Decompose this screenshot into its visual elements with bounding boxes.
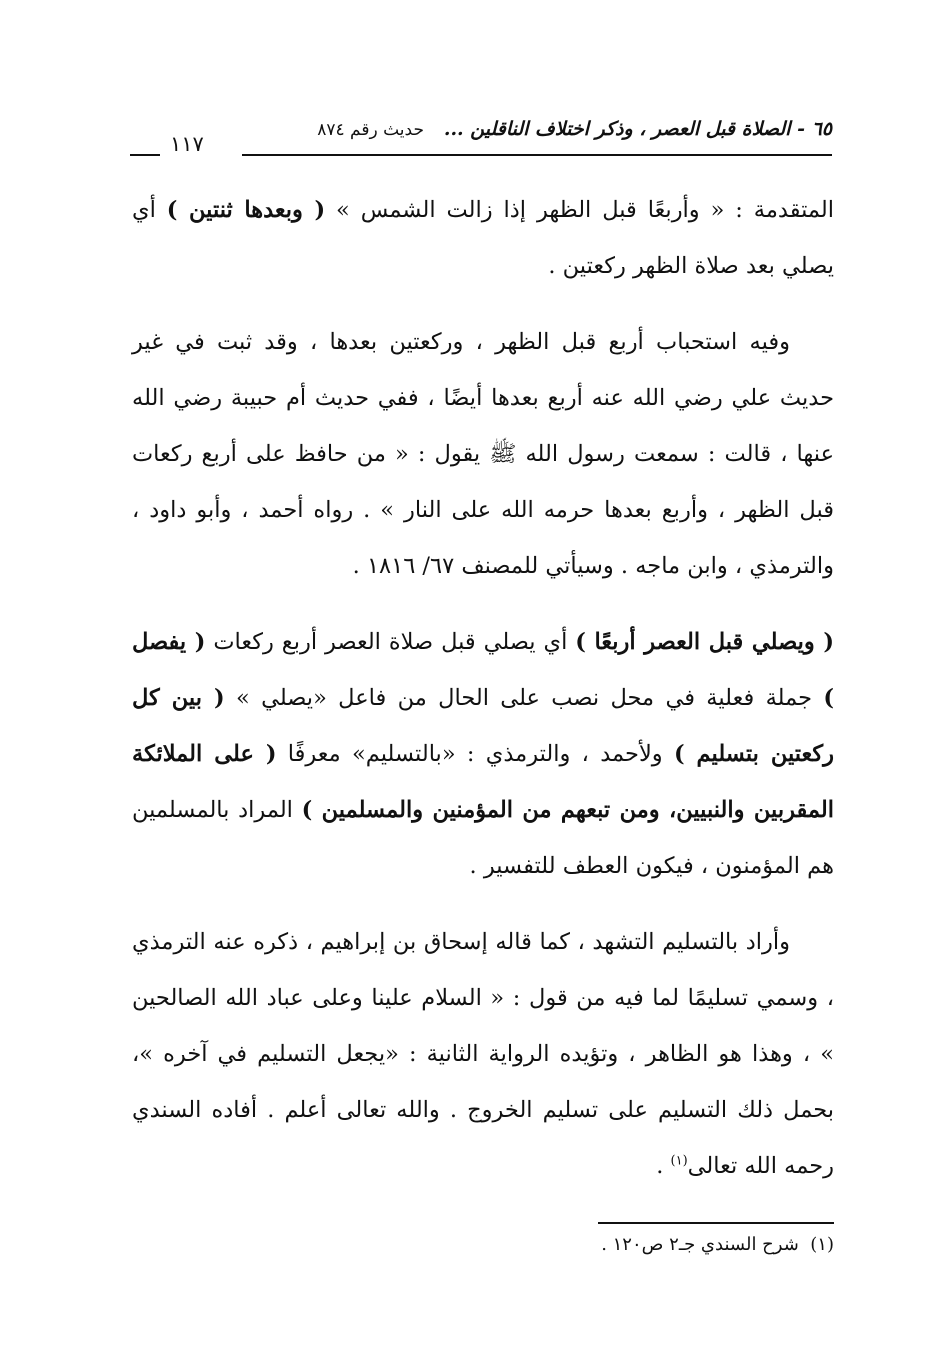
- paragraph: [132, 914, 834, 1194]
- footnote: [601, 1234, 834, 1255]
- commentary-text: .: [656, 1153, 671, 1179]
- footnote-marker: (١): [810, 1234, 834, 1255]
- paragraph: [132, 182, 834, 294]
- footnote-rule: [598, 1222, 834, 1224]
- commentary-text: جملة فعلية في محل نصب على الحال من فاعل «يصلي »: [224, 685, 824, 711]
- commentary-text: وفيه استحباب أربع قبل الظهر ، وركعتين بعدها ، وقد ثبت في غير حديث علي رضي الله عنه أربع بعدها أيضًا ، ففي حديث أم حبيبة رضي الله عنها ، قالت : سمعت رسول الله ﷺ يقول : « من حافظ على أربع ركعات قبل الظهر ، وأربع بعدها حرمه الله على النار » . رواه أحمد ، وأبو داود ، والترمذي ، وابن ماجه . وسيأتي للمصنف ٦٧/ ١٨١٦ .: [132, 329, 834, 579]
- paragraph: [132, 314, 834, 594]
- body-text: [132, 182, 834, 1194]
- chapter-title: [317, 118, 832, 140]
- commentary-text: المراد بالمسلمين هم المؤمنون ، فيكون العطف للتفسير .: [132, 797, 834, 879]
- commentary-text: وأراد بالتسليم التشهد ، كما قاله إسحاق بن إبراهيم ، ذكره عنه الترمذي ، وسمي تسليمًا لما فيه من قول : « السلام علينا وعلى عباد الله الصالحين » ، وهذا هو الظاهر ، وتؤيده الرواية الثانية : «يجعل التسليم في آخره »، بحمل ذلك التسليم على تسليم الخروج . والله تعالى أعلم . أفاده السندي رحمه الله تعالى: [132, 929, 834, 1179]
- matn-text: ( على الملائكة المقربين والنبيين، ومن تبعهم من المؤمنين والمسلمين ): [132, 741, 834, 823]
- hadith-reference: حديث رقم ٨٧٤: [317, 120, 424, 140]
- footnote-text: شرح السندي جـ٢ ص١٢٠ .: [601, 1234, 799, 1255]
- matn-text: ( بين كل ركعتين بتسليم ): [132, 685, 834, 767]
- page-number: ١١٧: [170, 132, 204, 156]
- matn-text: ( ويصلي قبل العصر أربعًا ): [575, 629, 834, 655]
- commentary-text: أي يصلي قبل صلاة العصر أربع ركعات: [205, 629, 576, 655]
- header-rule: [242, 154, 832, 156]
- commentary-text: المتقدمة : « وأربعًا قبل الظهر إذا زالت الشمس »: [325, 197, 834, 223]
- matn-text: ( وبعدها ثنتين ): [166, 197, 326, 223]
- footnote-reference: (١): [670, 1153, 688, 1169]
- chapter-title-text: ٦٥ - الصلاة قبل العصر ، وذكر اختلاف الناقلين ...: [443, 118, 832, 140]
- matn-text: ( يفصل ): [132, 629, 834, 711]
- commentary-text: أي يصلي بعد صلاة الظهر ركعتين .: [132, 197, 834, 279]
- commentary-text: ولأحمد ، والترمذي : «بالتسليم» معرفًا: [276, 741, 674, 767]
- running-header: [130, 118, 832, 158]
- page-number-rule: [130, 154, 160, 156]
- paragraph: [132, 614, 834, 894]
